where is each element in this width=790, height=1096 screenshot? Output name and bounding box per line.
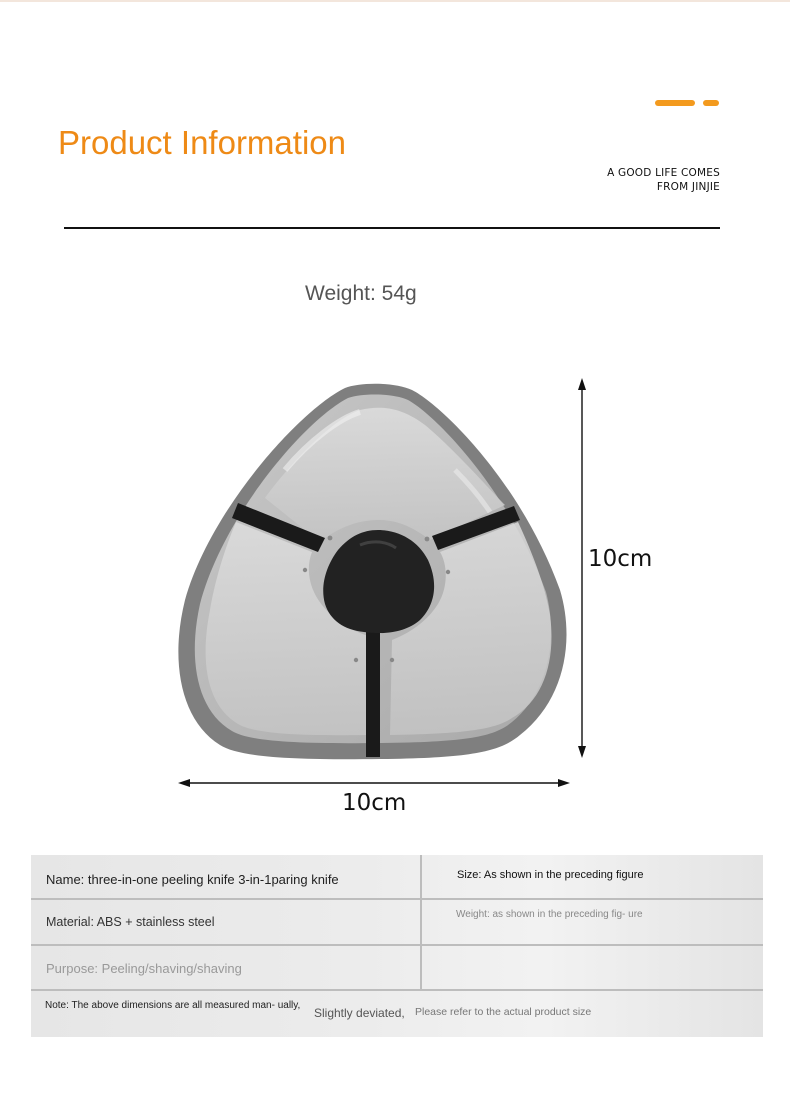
height-label: 10cm bbox=[588, 546, 653, 572]
table-row-divider bbox=[31, 944, 763, 946]
width-label: 10cm bbox=[342, 790, 407, 816]
slogan-line-2: FROM JINJIE bbox=[656, 181, 720, 193]
table-row-divider bbox=[31, 898, 763, 900]
spec-name: Name: three-in-one peeling knife 3-in-1paring knife bbox=[46, 872, 339, 887]
weight-label: Weight: 54g bbox=[305, 282, 417, 305]
height-dimension-arrow bbox=[578, 378, 586, 758]
spec-refer: Please refer to the actual product size bbox=[415, 1006, 592, 1018]
spec-deviated: Slightly deviated, bbox=[314, 1006, 405, 1020]
spec-material: Material: ABS + stainless steel bbox=[46, 915, 215, 929]
spec-weight: Weight: as shown in the preceding fig- ure bbox=[456, 909, 643, 920]
spec-table bbox=[31, 855, 763, 1037]
table-column-divider bbox=[420, 855, 422, 991]
divider-bottom bbox=[366, 630, 380, 757]
spec-size: Size: As shown in the preceding figure bbox=[457, 869, 644, 881]
spec-note: Note: The above dimensions are all measured man- ually, bbox=[45, 1000, 301, 1011]
table-row-divider bbox=[31, 989, 763, 991]
slogan-line-1: A GOOD LIFE COMES bbox=[607, 167, 720, 179]
spec-purpose: Purpose: Peeling/shaving/shaving bbox=[46, 961, 242, 976]
page-title: Product Information bbox=[58, 124, 346, 161]
width-dimension-arrow bbox=[178, 779, 570, 787]
